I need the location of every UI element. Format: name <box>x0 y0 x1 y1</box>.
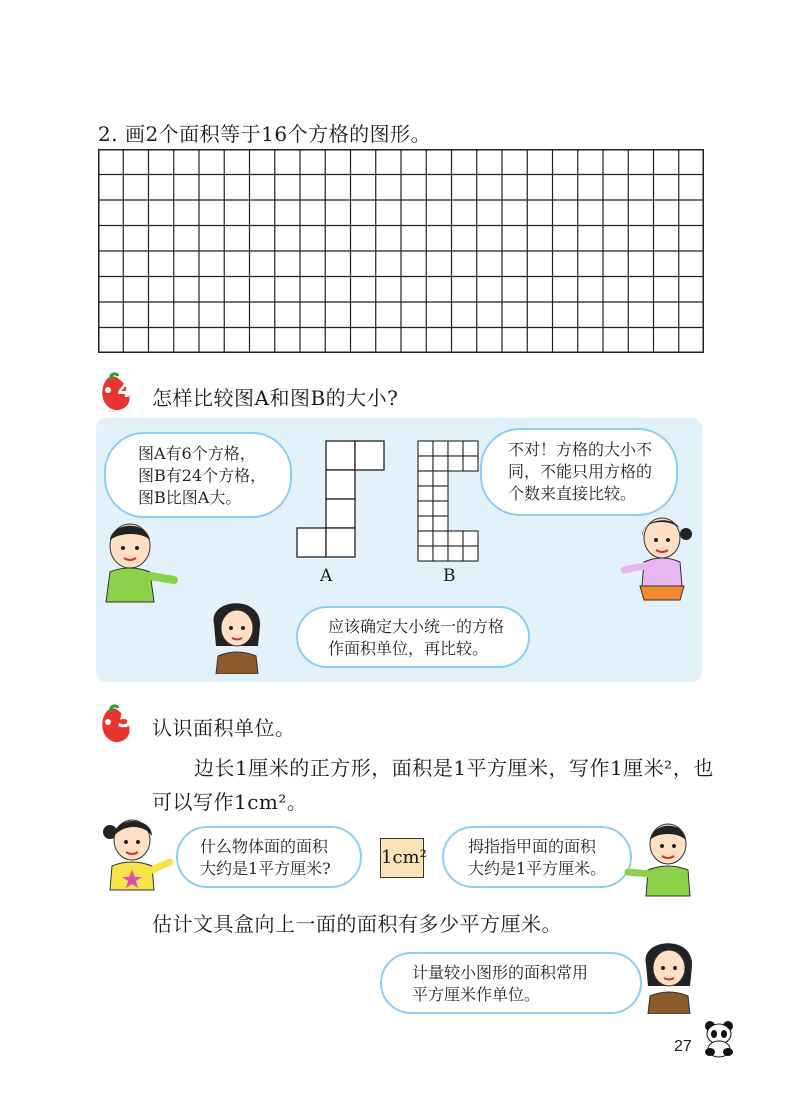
bubble-girl-text: 不对！方格的大小不 同，不能只用方格的 个数来直接比较。 <box>508 440 653 503</box>
figure-b-cell <box>433 456 448 471</box>
figure-b-cell <box>448 441 463 456</box>
speech-bubble-question <box>176 826 362 888</box>
speech-bubble-boy <box>104 432 292 518</box>
figure-b-cell <box>418 456 433 471</box>
figure-b-cell <box>433 546 448 561</box>
figure-b-cell <box>433 516 448 531</box>
girl-star-character-icon <box>96 814 176 900</box>
figure-b-cell <box>433 501 448 516</box>
speech-bubble-teacher-2 <box>380 952 642 1014</box>
boy-character-icon <box>96 520 180 610</box>
figure-b-cell <box>418 546 433 561</box>
definition-line-2: 可以写作1cm²。 <box>152 790 308 814</box>
figure-a <box>296 440 388 562</box>
figure-b-cell <box>448 531 463 546</box>
square-centimeter-unit: 1cm² <box>380 838 424 878</box>
definition-line-1: 边长1厘米的正方形，面积是1平方厘米，写作1厘米²，也 <box>194 756 714 780</box>
panda-icon <box>700 1018 740 1058</box>
figure-b-cell <box>463 441 478 456</box>
figure-b-cell <box>463 456 478 471</box>
figure-b-cell <box>418 516 433 531</box>
bubble-question-text: 什么物体面的面积 大约是1平方厘米? <box>200 837 331 878</box>
bubble-boy-text: 图A有6个方格， 图B有24个方格， 图B比图A大。 <box>138 444 267 507</box>
figure-b-cell <box>418 531 433 546</box>
speech-bubble-girl <box>480 428 678 516</box>
estimate-task: 估计文具盒向上一面的面积有多少平方厘米。 <box>152 912 562 936</box>
bubble-teacher-2-text: 计量较小图形的面积常用 平方厘米作单位。 <box>412 963 589 1004</box>
bubble-teacher-text: 应该确定大小统一的方格 作面积单位，再比较。 <box>328 617 505 658</box>
teacher-character-icon <box>204 594 270 674</box>
figure-b-cell <box>433 531 448 546</box>
figure-b-cell <box>418 501 433 516</box>
figure-b-cell <box>463 531 478 546</box>
exercise-2-prompt: 2. 画2个面积等于16个方格的图形。 <box>98 122 432 146</box>
figure-a-label: A <box>320 566 333 586</box>
figure-b-cell <box>418 471 433 486</box>
question-5-title: 认识面积单位。 <box>152 716 296 740</box>
figure-b-cell <box>433 471 448 486</box>
figure-b-cell <box>448 546 463 561</box>
figure-b-cell <box>433 486 448 501</box>
teacher-2-character-icon <box>636 934 702 1014</box>
question-4-title: 怎样比较图A和图B的大小? <box>152 386 399 410</box>
figure-b-cell <box>418 486 433 501</box>
bubble-answer-text: 拇指指甲面的面积 大约是1平方厘米。 <box>468 837 607 878</box>
figure-b-cell <box>448 456 463 471</box>
girl-character-icon <box>618 514 702 608</box>
question-4-number: 4 <box>118 378 134 403</box>
boy-pointing-character-icon <box>622 820 704 902</box>
figure-b <box>417 440 481 564</box>
drawing-grid[interactable] <box>98 149 704 353</box>
question-5-number: 5 <box>118 708 134 733</box>
figure-b-cell <box>463 546 478 561</box>
figure-b-cell <box>418 441 433 456</box>
speech-bubble-teacher <box>296 606 530 668</box>
figure-b-label: B <box>443 566 456 586</box>
figure-b-cell <box>433 441 448 456</box>
speech-bubble-answer <box>442 826 632 888</box>
page-number: 27 <box>674 1038 692 1055</box>
